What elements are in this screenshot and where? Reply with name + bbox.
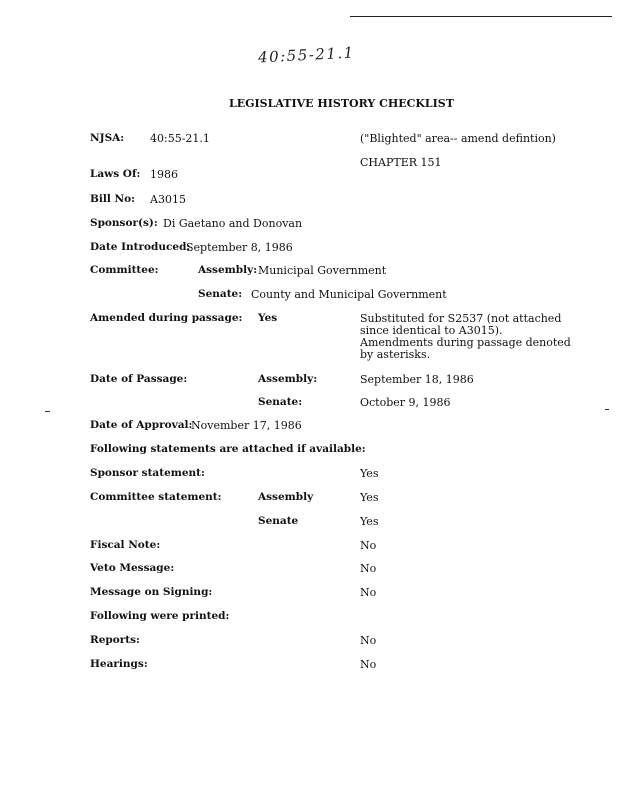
- scan-line-top: [350, 16, 612, 17]
- sponsors-value: Di Gaetano and Donovan: [163, 217, 303, 230]
- sponsor-statement-label: Sponsor statement:: [90, 467, 205, 479]
- passage-senate-value: October 9, 1986: [360, 396, 451, 409]
- amended-note-line: Substituted for S2537 (not attached: [360, 312, 562, 325]
- bill-no-label: Bill No:: [90, 193, 135, 205]
- message-on-signing-value: No: [360, 586, 377, 599]
- njsa-description: ("Blighted" area-- amend defintion): [360, 132, 556, 145]
- bill-no-value: A3015: [150, 193, 186, 206]
- message-on-signing-label: Message on Signing:: [90, 586, 213, 598]
- committee-statement-senate-label: Senate: [258, 515, 299, 527]
- committee-statement-label: Committee statement:: [90, 491, 222, 503]
- page-title: LEGISLATIVE HISTORY CHECKLIST: [229, 97, 454, 110]
- handwritten-note: 40:55-21.1: [257, 43, 356, 67]
- sponsors-label: Sponsor(s):: [90, 217, 158, 229]
- scan-speck: [45, 411, 50, 412]
- committee-senate-label: Senate:: [198, 288, 243, 300]
- amended-value: Yes: [258, 312, 278, 324]
- passage-assembly-label: Assembly:: [258, 373, 318, 385]
- printed-heading: Following were printed:: [90, 610, 230, 622]
- scan-speck: [605, 409, 609, 410]
- passage-assembly-value: September 18, 1986: [360, 373, 474, 386]
- sponsor-statement-value: Yes: [360, 467, 379, 480]
- veto-message-value: No: [360, 562, 377, 575]
- fiscal-note-value: No: [360, 539, 377, 552]
- laws-of-value: 1986: [150, 168, 178, 181]
- amended-note-line: Amendments during passage denoted: [360, 336, 571, 349]
- amended-label: Amended during passage:: [90, 312, 243, 324]
- chapter: CHAPTER 151: [360, 156, 442, 169]
- committee-label: Committee:: [90, 264, 159, 276]
- passage-senate-label: Senate:: [258, 396, 303, 408]
- date-of-passage-label: Date of Passage:: [90, 373, 188, 385]
- hearings-label: Hearings:: [90, 658, 148, 670]
- date-introduced-label: Date Introduced:: [90, 241, 191, 253]
- reports-label: Reports:: [90, 634, 140, 646]
- njsa-value: 40:55-21.1: [150, 132, 210, 145]
- fiscal-note-label: Fiscal Note:: [90, 539, 161, 551]
- laws-of-label: Laws Of:: [90, 168, 141, 180]
- committee-statement-senate-value: Yes: [360, 515, 379, 528]
- amended-note-line: since identical to A3015).: [360, 324, 503, 337]
- date-introduced-value: September 8, 1986: [186, 241, 293, 254]
- committee-assembly-label: Assembly:: [198, 264, 258, 276]
- reports-value: No: [360, 634, 377, 647]
- committee-assembly-value: Municipal Government: [258, 264, 387, 277]
- committee-senate-value: County and Municipal Government: [251, 288, 447, 301]
- statements-heading: Following statements are attached if available:: [90, 443, 366, 455]
- amended-note-line: by asterisks.: [360, 348, 431, 361]
- committee-statement-assembly-value: Yes: [360, 491, 379, 504]
- veto-message-label: Veto Message:: [90, 562, 175, 574]
- date-of-approval-value: November 17, 1986: [191, 419, 302, 432]
- hearings-value: No: [360, 658, 377, 671]
- njsa-label: NJSA:: [90, 132, 125, 144]
- committee-statement-assembly-label: Assembly: [258, 491, 314, 503]
- date-of-approval-label: Date of Approval:: [90, 419, 193, 431]
